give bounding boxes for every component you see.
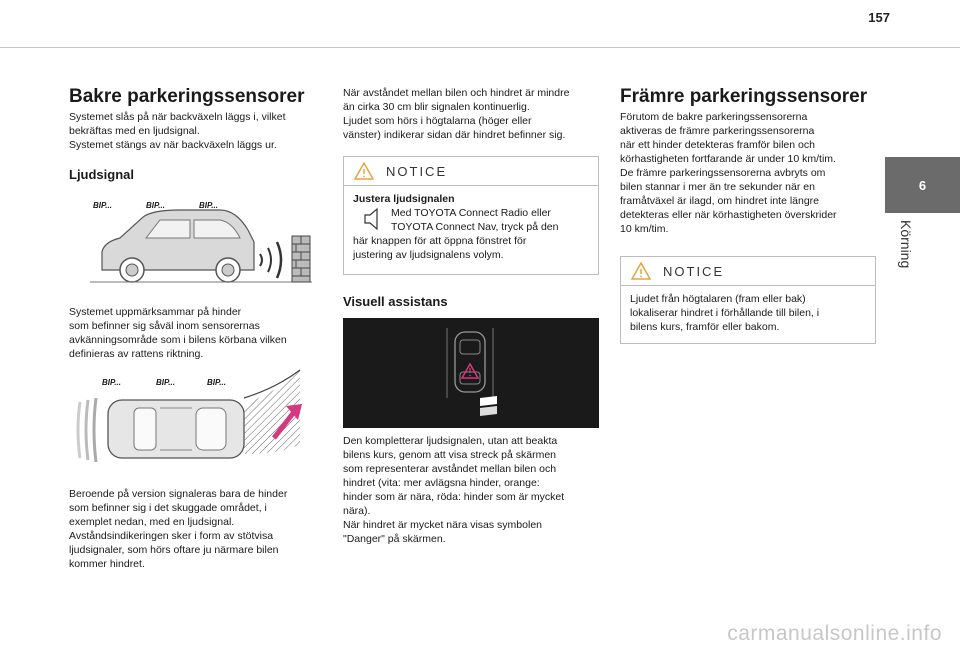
beep-label: BIP... — [146, 201, 165, 210]
notice-line: TOYOTA Connect Nav, tryck på den — [391, 221, 559, 233]
notice-content — [621, 285, 875, 340]
notice-text: Ljudet från högtalaren (fram eller bak) lokaliserar hindret i förhållande till bilen, i bilens kurs, framför eller bakom. — [630, 293, 820, 333]
visual-assist-text: Den kompletterar ljudsignalen, utan att beakta bilens kurs, genom att visa streck på skärmen som representerar avståndet mellan bilen och hindret (vita: mer avlägsna hinder, orange: hinder som är nära, röda: hinder som är mycket nära). När hindret är mycket nära visas symbolen "Danger" på skärmen. — [343, 435, 565, 545]
notice-line: Med TOYOTA Connect Radio eller — [391, 207, 551, 219]
notice-text: här knappen för att öppna fönstret för justering av ljudsignalens volym. — [353, 235, 527, 261]
notice-content — [344, 185, 598, 268]
car-top-graphic — [76, 368, 306, 468]
visual-assist-screen — [343, 318, 599, 428]
shaded-area-text: Beroende på version signaleras bara de hinder som befinner sig i det skuggade området, i exemplet nedan, med en ljudsignal. Avståndsindikeringen sker i form av stötvisa ljudsignaler, som hörs oftare ju närmare bilen kommer hindret. — [69, 488, 288, 570]
page-number: 157 — [868, 10, 890, 25]
beep-label: BIP... — [207, 378, 226, 387]
beep-label: BIP... — [156, 378, 175, 387]
subtitle-sound-signal: Ljudsignal — [69, 167, 134, 182]
sensor-coverage-text: Systemet uppmärksammar på hinder som befinner sig såväl inom sensorernas avkänningsområde som i bilens körbana vilken definieras av rattens riktning. — [69, 306, 287, 360]
notice-icon-row — [353, 206, 589, 234]
notice-box-speaker — [620, 256, 876, 344]
warning-triangle-icon — [354, 162, 374, 180]
car-side-graphic — [80, 196, 320, 290]
notice-heading: NOTICE — [386, 163, 448, 179]
chapter-label: Körning — [898, 220, 914, 269]
watermark: carmanualsonline.info — [727, 622, 942, 645]
header-divider — [0, 47, 960, 48]
chapter-number: 6 — [918, 177, 927, 193]
beep-label: BIP... — [102, 378, 121, 387]
top-view-illustration — [76, 368, 306, 468]
section-title-front-sensors: Främre parkeringssensorer — [620, 86, 868, 107]
beep-label: BIP... — [199, 201, 218, 210]
beep-label: BIP... — [93, 201, 112, 210]
chapter-tab[interactable] — [885, 157, 960, 213]
notice-box-volume — [343, 156, 599, 275]
notice-heading: NOTICE — [663, 263, 725, 279]
notice-title: Justera ljudsignalen — [353, 193, 455, 205]
rear-car-illustration — [80, 196, 320, 290]
warning-triangle-icon — [631, 262, 651, 280]
front-sensors-text: Förutom de bakre parkeringssensorerna aktiveras de främre parkeringssensorerna när ett hinder detekteras framför bilen och körhastigheten fortfarande är under 10 km/tim. De främre parkeringssensorerna avbryts om bilen stannar i mer än tre sekunder när en framåtväxel är ilagd, om hindret inte längre detekteras eller när körhastigheten överskrider 10 km/tim. — [620, 111, 837, 235]
notice-header — [621, 257, 875, 285]
subtitle-visual-assist: Visuell assistans — [343, 294, 448, 309]
section-title-rear-sensors: Bakre parkeringssensorer — [69, 86, 305, 107]
parking-display-graphic — [343, 318, 599, 428]
rear-sensors-intro: Systemet slås på när backväxeln läggs i, vilket bekräftas med en ljudsignal. Systemet stängs av när backväxeln läggs ur. — [69, 111, 286, 151]
continuous-signal-text: När avståndet mellan bilen och hindret är mindre än cirka 30 cm blir signalen kontinuerlig. Ljudet som hörs i högtalarna (höger eller vänster) indikerar sidan där hindret befinner sig. — [343, 87, 570, 141]
notice-header — [344, 157, 598, 185]
speaker-icon — [353, 206, 391, 232]
